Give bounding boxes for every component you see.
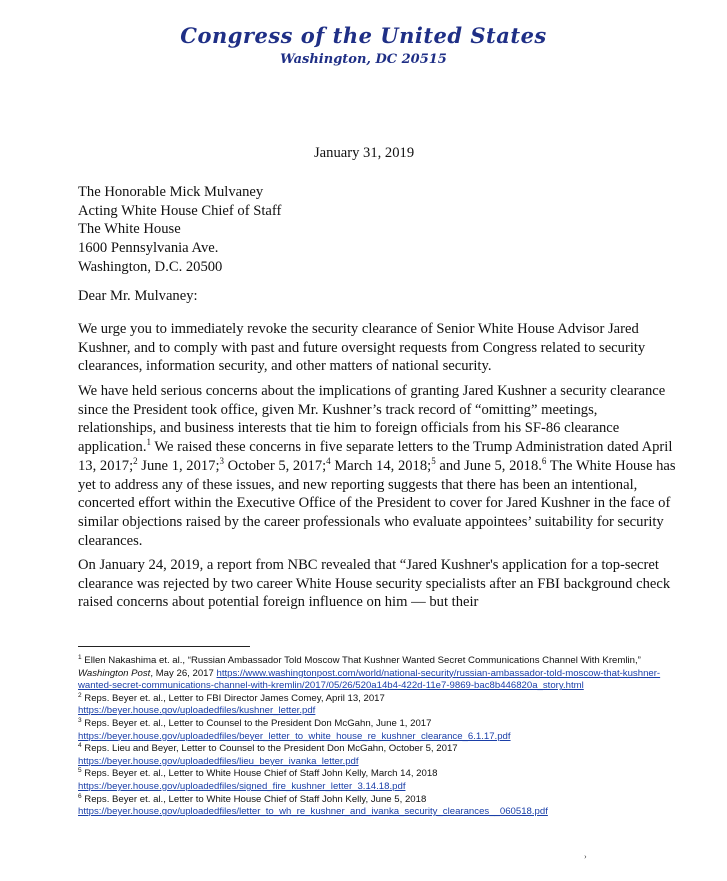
footnote-number: 1: [78, 653, 82, 661]
footnote-link[interactable]: https://beyer.house.gov/uploadedfiles/letter_to_wh_re_kushner_and_ivanka_security_clearances__060518.pdf: [78, 806, 548, 818]
letterhead-subtitle: Washington, DC 20515: [280, 52, 447, 67]
footnote-ref: 5: [431, 455, 436, 466]
address-line: The Honorable Mick Mulvaney: [78, 184, 264, 200]
paragraph-3: On January 24, 2019, a report from NBC revealed that “Jared Kushner's application for a top-secret clearance was rejected by two career White House security specialists after an FBI background check raised concerns about potential foreign influence on him — but their: [78, 557, 671, 611]
footnote-text: Reps. Beyer et. al., Letter to FBI Director James Comey, April 13, 2017: [84, 692, 385, 704]
letterhead-title: Congress of the United States: [180, 23, 547, 48]
footnote-number: 5: [78, 767, 82, 775]
address-line: 1600 Pennsylvania Ave.: [78, 240, 219, 257]
paragraph-2: [78, 382, 678, 550]
footnote-link[interactable]: https://beyer.house.gov/uploadedfiles/lieu_beyer_ivanka_letter.pdf: [78, 755, 359, 767]
footnote-1: [78, 655, 678, 693]
footnote-text: Reps. Beyer et. al., Letter to White House Chief of Staff John Kelly, March 14, 2018: [84, 768, 438, 780]
footnote-text: Reps. Beyer et. al., Letter to White House Chief of Staff John Kelly, June 5, 2018: [84, 793, 427, 805]
footnote-text: Ellen Nakashima et. al., “Russian Ambassador Told Moscow That Kushner Wanted Secret Communications Channel With Kremlin,”: [84, 655, 641, 666]
footnote-link[interactable]: https://beyer.house.gov/uploadedfiles/signed_fire_kushner_letter_3.14.18.pdf: [78, 780, 406, 792]
footnote-5: [78, 768, 678, 793]
address-line: Acting White House Chief of Staff: [78, 202, 282, 219]
scan-mark: ›: [584, 852, 587, 861]
footnote-number: 2: [78, 691, 82, 699]
paragraph-1: We urge you to immediately revoke the security clearance of Senior White House Advisor Jared Kushner, and to comply with past and future oversight requests from Congress related to security clearances, information security, and other matters of national security.: [78, 321, 646, 375]
footnote-number: 3: [78, 716, 82, 724]
footnote-ref: 3: [219, 455, 225, 466]
paragraph-text: The White House has yet to address any of these issues, and new reporting suggests that there has been an intentional, concerted effort within the Executive Office of the President to cover for Jared Kushner in the face of similar objections raised by the career professionals who evaluate appointees’ suitability for security clearances.: [78, 457, 676, 549]
paragraph-text: June 1, 2017;: [137, 457, 220, 474]
footnote-ref: 4: [326, 455, 331, 466]
footnote-text: , May 26, 2017: [150, 667, 217, 679]
footnote-text: Reps. Beyer et. al., Letter to Counsel to the President Don McGahn, June 1, 2017: [84, 717, 432, 729]
footnote-4: [78, 743, 678, 768]
footnote-text: Reps. Lieu and Beyer, Letter to Counsel to the President Don McGahn, October 5, 2017: [84, 743, 458, 755]
footnote-link[interactable]: https://beyer.house.gov/uploadedfiles/beyer_letter_to_white_house_re_kushner_clearance_6.1.17.pdf: [78, 730, 511, 742]
paragraph-text: October 5, 2017;: [224, 457, 327, 474]
footnote-link[interactable]: https://www.washingtonpost.com/world/national-security/russian-ambassador-told-moscow-that-kushner-wanted-secret-communications-channel-with-kremlin/2017/05/26/520a14b4-422d-11e7-9869-bac8b446820a_story.html: [78, 667, 661, 692]
footnote-link[interactable]: https://beyer.house.gov/uploadedfiles/kushner_letter.pdf: [78, 705, 316, 717]
footnote-number: 4: [78, 741, 82, 749]
paragraph-text: March 14, 2018;: [330, 457, 432, 474]
footnote-6: [78, 794, 678, 819]
footnote-ref: 6: [541, 455, 547, 466]
footnote-publication: Washington Post: [78, 667, 151, 679]
address-line: Washington, D.C. 20500: [78, 258, 223, 275]
footnote-ref: 1: [146, 437, 151, 448]
address-line: The White House: [78, 221, 181, 238]
paragraph-text: We raised these concerns in five separate letters to the Trump Administration dated April 13, 2017;: [78, 439, 673, 474]
footnote-3: [78, 718, 678, 743]
recipient-address: [78, 183, 678, 277]
salutation: Dear Mr. Mulvaney:: [78, 288, 198, 304]
paragraph-text: and June 5, 2018.: [435, 457, 542, 474]
footnotes: [78, 655, 678, 819]
letter-date: January 31, 2019: [314, 145, 415, 161]
footnote-2: [78, 693, 678, 718]
footnote-divider: [78, 646, 250, 647]
paragraph-text: We have held serious concerns about the implications of granting Jared Kushner a security clearance since the President took office, given Mr. Kushner’s track record of “omitting” meetings, relationships, and business interests that tie him to foreign officials from his SF-86 clearance application.: [78, 383, 666, 456]
footnote-ref: 2: [133, 455, 138, 466]
footnote-number: 6: [78, 792, 82, 800]
letterhead: [0, 22, 727, 69]
